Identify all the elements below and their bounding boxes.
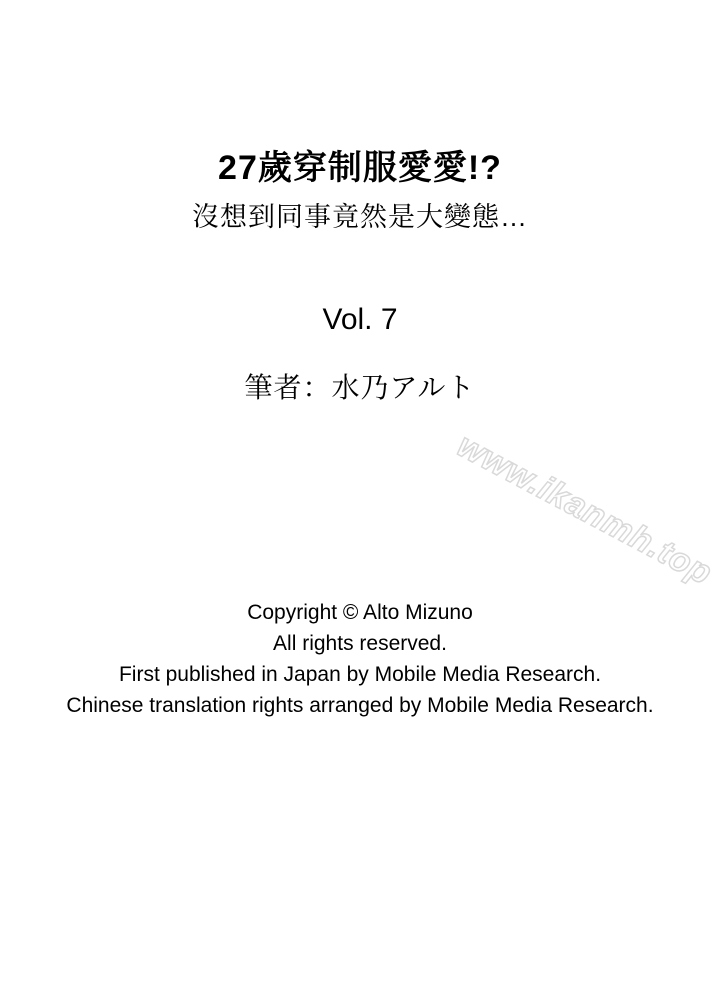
copyright-line: First published in Japan by Mobile Media Research. bbox=[118, 663, 602, 686]
author-credit: 筆者：水乃アルト bbox=[244, 372, 476, 403]
copyright-line: Copyright © Alto Mizuno bbox=[247, 601, 473, 624]
copyright-line: All rights reserved. bbox=[273, 632, 447, 655]
series-title: 27歲穿制服愛愛!? bbox=[218, 149, 502, 187]
copyright-line: Chinese translation rights arranged by Mobile Media Research. bbox=[66, 694, 654, 717]
site-watermark: www.ikanmh.top bbox=[451, 426, 719, 593]
volume-label: Vol. 7 bbox=[322, 303, 398, 336]
copyright-block bbox=[0, 597, 720, 721]
series-subtitle: 沒想到同事竟然是大變態… bbox=[192, 202, 528, 232]
